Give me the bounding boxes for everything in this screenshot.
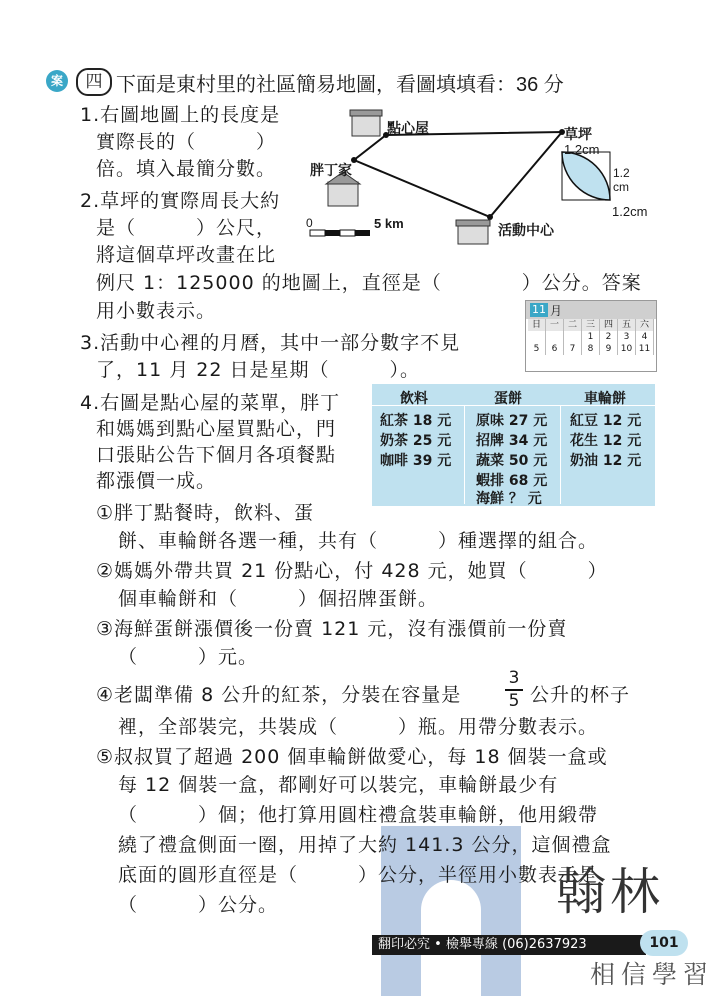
calendar-day: 8 (582, 343, 600, 355)
q4-line1: 4.右圖是點心屋的菜單，胖丁 (80, 392, 341, 414)
activity-center-icon (456, 220, 490, 244)
q4-line3: 口張貼公告下個月各項餐點 (96, 444, 337, 466)
snack-shop-icon (350, 110, 382, 136)
menu-item: 花生 12 元 (570, 433, 642, 449)
calendar-day: 7 (564, 343, 582, 355)
calendar-weekday: 日 (528, 319, 546, 331)
calendar-day: 2 (600, 331, 618, 343)
lawn-dim-middle: 1.2 (613, 166, 630, 180)
s4-line1-after: 公升的杯子 (530, 684, 631, 706)
s5-line1: ⑤叔叔買了超過 200 個車輪餅做愛心，每 18 個裝一盒或 (96, 746, 608, 768)
s5-line2: 每 12 個裝一盒，都剛好可以裝完，車輪餅最少有 (118, 774, 559, 796)
snack-menu (372, 384, 655, 506)
calendar-day: 5 (528, 343, 546, 355)
menu-item: 蔬菜 50 元 (476, 453, 548, 469)
route-lines (354, 132, 562, 217)
menu-item: 海鮮 ？ 元 (476, 491, 542, 507)
lawn-dim-bottom: 1.2cm (612, 204, 648, 219)
q3-line2: 了，11 月 22 日是星期（ ）。 (96, 359, 420, 381)
menu-item: 招牌 34 元 (476, 433, 548, 449)
menu-item: 奶茶 25 元 (380, 433, 452, 449)
q1-line2: 實際長的（ ） (96, 131, 277, 153)
calendar-day: 1 (582, 331, 600, 343)
q1-line1: 1.右圖地圖上的長度是 (80, 104, 281, 126)
fraction-denominator: 5 (508, 691, 520, 711)
s5-line6: （ ）公分。 (118, 894, 279, 916)
calendar-weekday: 五 (618, 319, 636, 331)
map-label-lawn: 草坪 (564, 127, 592, 143)
brand-slogan: 相信學習 (590, 960, 715, 989)
menu-item: 奶油 12 元 (570, 453, 642, 469)
menu-header-wheel-cake: 車輪餅 (584, 391, 626, 407)
calendar-day: 11 (636, 343, 654, 355)
calendar-weekday: 二 (564, 319, 582, 331)
s1-line1: ①胖丁點餐時，飲料、蛋 (96, 502, 315, 524)
scale-bar (310, 230, 370, 236)
menu-header-drinks: 飲料 (400, 391, 428, 407)
calendar (525, 300, 657, 372)
s4-line2: 裡，全部裝完，共裝成（ ）瓶。用帶分數表示。 (118, 716, 599, 738)
answer-badge: 案 (46, 70, 68, 92)
menu-item: 咖啡 39 元 (380, 453, 452, 469)
menu-header-egg-pancake: 蛋餅 (494, 391, 522, 407)
s3-line2: （ ）元。 (118, 646, 259, 668)
lawn-dim-middle-unit: cm (613, 180, 629, 194)
map-label-home: 胖丁家 (310, 163, 352, 179)
scale-zero: 0 (306, 216, 313, 230)
lawn-dim-top: 1.2cm (564, 142, 600, 157)
calendar-day (528, 331, 546, 343)
calendar-day: 10 (618, 343, 636, 355)
s2-line2: 個車輪餅和（ ）個招牌蛋餅。 (118, 588, 439, 610)
q4-line4: 都漲價一成。 (96, 470, 217, 492)
q2-line1: 2.草坪的實際周長大約 (80, 190, 281, 212)
q2-line3: 將這個草坪改畫在比 (96, 244, 277, 266)
community-map (300, 100, 660, 250)
menu-item: 蝦排 68 元 (476, 473, 548, 489)
calendar-day: 4 (636, 331, 654, 343)
calendar-day (564, 331, 582, 343)
brand-logo-text: 翰林 (556, 863, 664, 921)
calendar-month-number: 11 (532, 303, 546, 316)
calendar-weekday: 四 (600, 319, 618, 331)
s1-line2: 餅、車輪餅各選一種，共有（ ）種選擇的組合。 (118, 530, 599, 552)
q3-line1: 3.活動中心裡的月曆，其中一部分數字不見 (80, 332, 461, 354)
calendar-day (546, 331, 564, 343)
s5-line4: 繞了禮盒側面一圈，用掉了大約 141.3 公分，這個禮盒 (118, 834, 612, 856)
map-label-snack-shop: 點心屋 (387, 121, 429, 137)
q2-line4: 例尺 1：125000 的地圖上，直徑是（ ）公分。答案 (96, 272, 642, 294)
map-label-activity-center: 活動中心 (498, 223, 554, 239)
copyright-bar: 翻印必究 • 檢舉專線 (06)2637923 (372, 935, 646, 955)
menu-item: 原味 27 元 (476, 413, 548, 429)
calendar-day: 6 (546, 343, 564, 355)
calendar-weekday: 六 (636, 319, 654, 331)
q1-line3: 倍。填入最簡分數。 (96, 158, 277, 180)
s3-line1: ③海鮮蛋餅漲價後一份賣 121 元，沒有漲價前一份賣 (96, 618, 568, 640)
s5-line3: （ ）個；他打算用圓柱禮盒裝車輪餅，他用緞帶 (118, 804, 599, 826)
s4-line1-before: ④老闆準備 8 公升的紅茶，分裝在容量是 (96, 684, 462, 706)
question-number: 四 (76, 68, 112, 96)
s5-line5: 底面的圓形直徑是（ ）公分，半徑用小數表示是 (118, 864, 599, 886)
page-number: 101 (640, 930, 688, 956)
fraction-numerator: 3 (508, 668, 520, 688)
q2-line2: 是（ ）公尺， (96, 217, 277, 239)
calendar-month-label: 月 (550, 304, 563, 318)
s2-line1: ②媽媽外帶共買 21 份點心，付 428 元，她買（ ） (96, 560, 608, 582)
q2-line5: 用小數表示。 (96, 300, 217, 322)
calendar-day: 3 (618, 331, 636, 343)
calendar-day: 9 (600, 343, 618, 355)
page-title: 下面是東村里的社區簡易地圖，看圖填填看：36 分 (116, 72, 564, 96)
q4-line2: 和媽媽到點心屋買點心，門 (96, 418, 337, 440)
scale-end: 5 km (374, 216, 404, 231)
lawn-shape-icon (562, 152, 610, 200)
calendar-weekday: 一 (546, 319, 564, 331)
calendar-weekday: 三 (582, 319, 600, 331)
menu-item: 紅豆 12 元 (570, 413, 642, 429)
menu-item: 紅茶 18 元 (380, 413, 452, 429)
